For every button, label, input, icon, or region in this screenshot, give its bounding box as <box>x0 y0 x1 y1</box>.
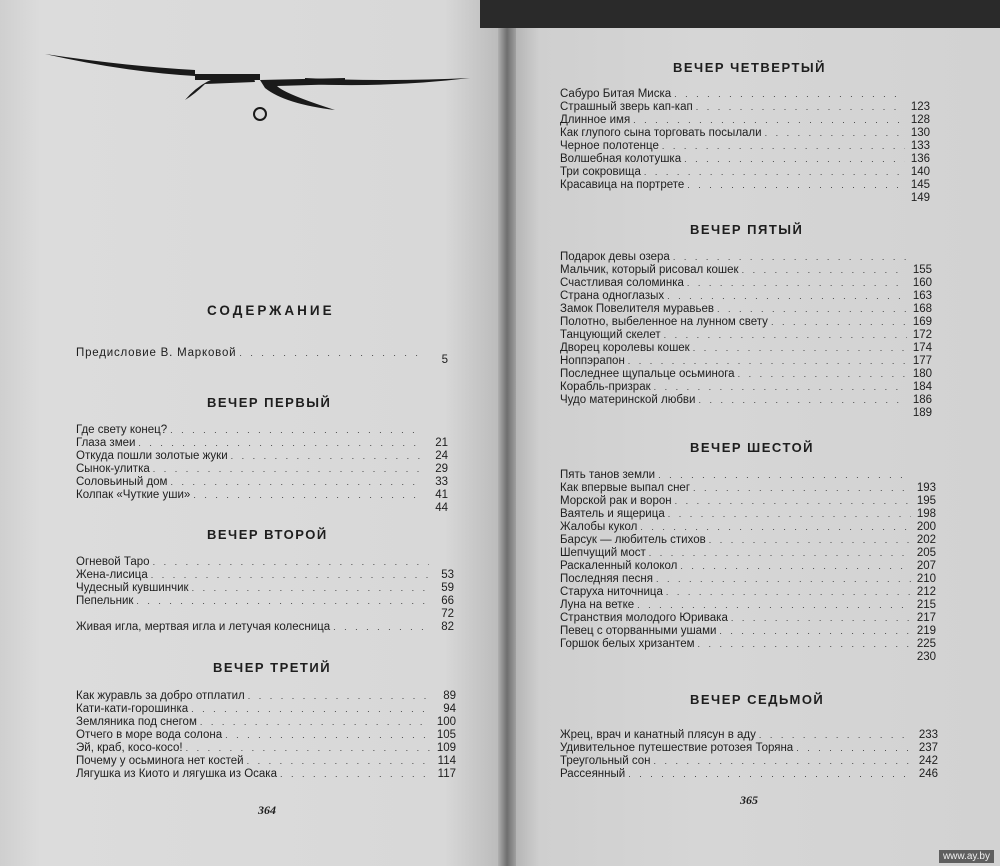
toc-entry-title: Где свету конец? <box>76 424 168 436</box>
toc-entry-title: Старуха ниточница <box>560 586 663 598</box>
toc-entry-title: Удивительное путешествие ротозея Торяна <box>560 742 794 754</box>
toc-entry-page: 207 <box>916 560 936 572</box>
toc-entry <box>560 179 930 192</box>
toc-entry <box>76 569 454 582</box>
dot-leader <box>136 595 429 608</box>
toc-entry-page: 233 <box>918 729 938 741</box>
toc-entry <box>560 342 932 355</box>
toc-entry <box>560 166 930 179</box>
toc-entry-title: Счастливая соломинка <box>560 277 684 289</box>
dot-leader <box>742 264 907 277</box>
toc-entry-page: 215 <box>916 599 936 611</box>
toc-entry <box>560 192 930 205</box>
toc-entry-page: 168 <box>912 303 932 315</box>
toc-entry <box>560 729 938 742</box>
dot-leader <box>667 290 907 303</box>
dot-leader <box>644 166 905 179</box>
toc-entry-page: 44 <box>435 502 448 514</box>
toc-entry-page: 202 <box>916 534 936 546</box>
toc-entry-page: 237 <box>918 742 938 754</box>
toc-entry-page: 149 <box>910 192 930 204</box>
section-heading-4: ВЕЧЕР ЧЕТВЕРТЫЙ <box>673 60 826 75</box>
toc-entry <box>560 394 932 407</box>
toc-entry <box>560 560 936 573</box>
dot-leader <box>633 114 905 127</box>
dot-leader <box>153 556 429 569</box>
toc-entry-title: Черное полотенце <box>560 140 659 152</box>
toc-entry <box>560 264 932 277</box>
dot-leader <box>628 355 907 368</box>
dot-leader <box>231 450 423 463</box>
toc-entry <box>560 547 936 560</box>
toc-entry-page: 21 <box>435 437 448 449</box>
toc-list-4 <box>560 88 930 205</box>
toc-entry-title: Певец с оторванными ушами <box>560 625 717 637</box>
dot-leader <box>662 140 905 153</box>
dot-leader <box>656 573 911 586</box>
toc-entry <box>560 88 930 101</box>
toc-entry-title: Дворец королевы кошек <box>560 342 690 354</box>
dot-leader <box>170 424 423 437</box>
toc-entry <box>560 651 936 664</box>
dot-leader <box>674 88 905 101</box>
toc-entry <box>560 381 932 394</box>
toc-entry-title: Подарок девы озера <box>560 251 670 263</box>
toc-entry-page: 174 <box>912 342 932 354</box>
toc-entry-page: 230 <box>916 651 936 663</box>
toc-entry <box>560 612 936 625</box>
toc-entry <box>560 469 936 482</box>
toc-entry-page: 72 <box>441 608 454 620</box>
dot-leader <box>796 742 913 755</box>
section-heading-2: ВЕЧЕР ВТОРОЙ <box>207 527 328 542</box>
toc-entry <box>560 742 938 755</box>
dot-leader <box>193 489 423 502</box>
toc-entry <box>76 768 456 781</box>
toc-entry <box>560 586 936 599</box>
toc-entry-page: 117 <box>437 768 456 780</box>
toc-entry-title: Шепчущий мост <box>560 547 646 559</box>
toc-entry-title: Странствия молодого Юривака <box>560 612 728 624</box>
toc-entry-page: 140 <box>910 166 930 178</box>
toc-entry-title: Живая игла, мертвая игла и летучая колесница <box>76 621 331 633</box>
toc-entry <box>560 153 930 166</box>
toc-entry-title: Жена-лисица <box>76 569 148 581</box>
toc-list-7 <box>560 729 938 781</box>
toc-entry <box>560 114 930 127</box>
toc-entry-page: 100 <box>436 716 456 728</box>
toc-entry-title: Отчего в море вода солона <box>76 729 223 741</box>
toc-entry-page: 136 <box>910 153 930 165</box>
toc-entry <box>76 703 456 716</box>
toc-entry <box>76 450 448 463</box>
dot-leader <box>738 368 907 381</box>
toc-entry-page: 198 <box>916 508 936 520</box>
toc-entry-page: 130 <box>910 127 930 139</box>
toc-entry <box>76 502 448 515</box>
dot-leader <box>151 569 429 582</box>
toc-entry-title: Чудесный кувшинчик <box>76 582 189 594</box>
toc-entry-page: 180 <box>912 368 932 380</box>
toc-entry-title: Глаза змеи <box>76 437 136 449</box>
dot-leader <box>138 437 423 450</box>
toc-entry <box>560 127 930 140</box>
toc-entry-title: Как впервые выпал снег <box>560 482 691 494</box>
toc-entry-title: Ваятель и ящерица <box>560 508 665 520</box>
toc-entry-title: Красавица на портрете <box>560 179 685 191</box>
dot-leader <box>248 690 431 703</box>
toc-entry <box>560 316 932 329</box>
toc-entry <box>560 251 932 264</box>
dot-leader <box>731 612 911 625</box>
toc-entry-title: Корабль-призрак <box>560 381 651 393</box>
toc-entry-page: 109 <box>436 742 456 754</box>
background-strip <box>480 0 1000 28</box>
toc-list-2 <box>76 556 454 634</box>
section-heading-1: ВЕЧЕР ПЕРВЫЙ <box>207 395 332 410</box>
toc-entry <box>560 508 936 521</box>
toc-list-6 <box>560 469 936 664</box>
toc-entry-page: 33 <box>435 476 448 488</box>
toc-entry-page: 160 <box>912 277 932 289</box>
dot-leader <box>333 621 429 634</box>
dot-leader <box>649 547 911 560</box>
toc-entry-title: Мальчик, который рисовал кошек <box>560 264 739 276</box>
toc-entry-title: Колпак «Чуткие уши» <box>76 489 191 501</box>
toc-entry-title: Откуда пошли золотые жуки <box>76 450 228 462</box>
toc-entry <box>560 482 936 495</box>
toc-entry-page: 53 <box>441 569 454 581</box>
dot-leader <box>191 703 431 716</box>
toc-heading: СОДЕРЖАНИЕ <box>207 303 335 318</box>
toc-entry-title: Лягушка из Киото и лягушка из Осака <box>76 768 277 780</box>
toc-entry <box>560 534 936 547</box>
toc-list-5 <box>560 251 932 420</box>
dot-leader <box>673 251 907 264</box>
toc-entry-page: 114 <box>437 755 456 767</box>
dot-leader <box>628 768 913 781</box>
toc-entry-title: Луна на ветке <box>560 599 635 611</box>
dot-leader <box>693 342 907 355</box>
toc-entry-page: 128 <box>910 114 930 126</box>
toc-entry-title: Почему у осьминога нет костей <box>76 755 244 767</box>
toc-entry <box>76 742 456 755</box>
toc-entry-title: Горшок белых хризантем <box>560 638 695 650</box>
toc-entry-title: Огневой Таро <box>76 556 150 568</box>
toc-entry-title: Три сокровища <box>560 166 641 178</box>
dot-leader <box>680 560 911 573</box>
right-page <box>505 0 1000 866</box>
toc-entry <box>560 140 930 153</box>
dot-leader <box>698 394 907 407</box>
toc-entry-page: 123 <box>910 101 930 113</box>
toc-entry <box>560 495 936 508</box>
toc-entry <box>76 755 456 768</box>
toc-entry-title: Замок Повелителя муравьев <box>560 303 714 315</box>
toc-entry-title: Последняя песня <box>560 573 653 585</box>
toc-entry-title: Страшный зверь кап-кап <box>560 101 693 113</box>
dot-leader <box>719 625 911 638</box>
toc-entry <box>76 424 448 437</box>
dot-leader <box>759 729 913 742</box>
dot-leader <box>225 729 431 742</box>
section-heading-6: ВЕЧЕР ШЕСТОЙ <box>690 440 815 455</box>
dot-leader <box>698 638 911 651</box>
toc-entry-page: 41 <box>435 489 448 501</box>
dot-leader <box>637 599 911 612</box>
dot-leader <box>153 463 423 476</box>
dot-leader <box>170 476 423 489</box>
toc-entry-title: Раскаленный колокол <box>560 560 678 572</box>
toc-entry-page: 225 <box>916 638 936 650</box>
toc-entry <box>560 768 938 781</box>
toc-entry <box>560 277 932 290</box>
dot-leader <box>658 469 911 482</box>
toc-entry-title: Последнее щупальце осьминога <box>560 368 735 380</box>
dot-leader <box>664 329 907 342</box>
toc-entry-title: Рассеянный <box>560 768 626 780</box>
toc-entry <box>560 407 932 420</box>
toc-entry-page: 169 <box>912 316 932 328</box>
toc-entry-page: 59 <box>441 582 454 594</box>
toc-entry-page: 195 <box>916 495 936 507</box>
toc-entry-title: Кати-кати-горошинка <box>76 703 189 715</box>
toc-entry <box>76 556 454 569</box>
section-heading-5: ВЕЧЕР ПЯТЫЙ <box>690 222 804 237</box>
toc-entry <box>560 521 936 534</box>
toc-entry-title: Морской рак и ворон <box>560 495 672 507</box>
toc-entry-page: 82 <box>441 621 454 633</box>
toc-entry-title: Полотно, выбеленное на лунном свету <box>560 316 768 328</box>
toc-entry-page: 246 <box>918 768 938 780</box>
dot-leader <box>696 101 905 114</box>
toc-entry-page: 145 <box>910 179 930 191</box>
toc-entry-page: 89 <box>443 690 456 702</box>
section-heading-7: ВЕЧЕР СЕДЬМОЙ <box>690 692 825 707</box>
dot-leader <box>717 303 907 316</box>
toc-entry <box>76 716 456 729</box>
toc-entry <box>560 625 936 638</box>
toc-entry <box>560 290 932 303</box>
toc-entry-title: Сынок-улитка <box>76 463 150 475</box>
toc-entry <box>76 489 448 502</box>
dot-leader <box>687 277 907 290</box>
toc-list-1 <box>76 424 448 515</box>
dot-leader <box>640 521 911 534</box>
toc-entry-page: 105 <box>436 729 456 741</box>
toc-entry-page: 186 <box>912 394 932 406</box>
toc-entry-page: 172 <box>912 329 932 341</box>
toc-entry-title: Длинное имя <box>560 114 631 126</box>
dot-leader <box>675 495 911 508</box>
dot-leader <box>200 716 431 729</box>
toc-entry <box>560 101 930 114</box>
toc-entry <box>76 582 454 595</box>
watermark: www.ay.by <box>939 850 994 863</box>
toc-entry <box>76 437 448 450</box>
toc-entry <box>560 638 936 651</box>
toc-entry-page: 217 <box>916 612 936 624</box>
toc-entry-title: Жрец, врач и канатный плясун в аду <box>560 729 756 741</box>
toc-entry-title: Треугольный сон <box>560 755 651 767</box>
toc-entry <box>76 608 454 621</box>
toc-entry-page: 24 <box>435 450 448 462</box>
dot-leader <box>709 534 911 547</box>
toc-entry-title: Сабуро Битая Миска <box>560 88 672 100</box>
dot-leader <box>693 482 911 495</box>
toc-entry <box>76 595 454 608</box>
toc-entry-title: Чудо материнской любви <box>560 394 696 406</box>
toc-entry-page: 189 <box>912 407 932 419</box>
toc-entry-page: 219 <box>916 625 936 637</box>
folio-right: 365 <box>740 793 758 807</box>
toc-entry <box>560 368 932 381</box>
dot-leader <box>186 742 431 755</box>
dot-leader <box>684 153 905 166</box>
dot-leader <box>247 755 431 768</box>
toc-entry-page: 94 <box>443 703 456 715</box>
toc-entry-page: 133 <box>910 140 930 152</box>
toc-entry-page: 205 <box>916 547 936 559</box>
toc-entry <box>76 463 448 476</box>
toc-entry-page: 66 <box>441 595 454 607</box>
dot-leader <box>668 508 911 521</box>
toc-entry-page: 210 <box>916 573 936 585</box>
toc-entry <box>76 690 456 703</box>
toc-entry-page: 177 <box>912 355 932 367</box>
toc-entry <box>560 573 936 586</box>
toc-list-3 <box>76 690 456 781</box>
dot-leader <box>666 586 911 599</box>
toc-entry <box>76 476 448 489</box>
book-spine <box>498 0 516 866</box>
toc-entry-title: Барсук — любитель стихов <box>560 534 706 546</box>
dot-leader <box>653 755 913 768</box>
section-heading-3: ВЕЧЕР ТРЕТИЙ <box>213 660 332 675</box>
dot-leader <box>192 582 429 595</box>
toc-entry: Предисловие В. Марковой . . . 5 <box>76 346 448 360</box>
toc-entry-title: Земляника под снегом <box>76 716 197 728</box>
toc-entry-page: 155 <box>912 264 932 276</box>
toc-entry-title: Пять танов земли <box>560 469 656 481</box>
toc-entry <box>560 755 938 768</box>
dot-leader <box>280 768 431 781</box>
toc-entry-page: 212 <box>916 586 936 598</box>
toc-entry-title: Страна одноглазых <box>560 290 665 302</box>
preface-list <box>76 346 448 366</box>
toc-entry-page: 242 <box>918 755 938 767</box>
toc-entry-page: 29 <box>435 463 448 475</box>
toc-entry-page: 184 <box>912 381 932 393</box>
toc-entry-title: Пепельник <box>76 595 134 607</box>
toc-entry <box>560 599 936 612</box>
toc-entry-title: Эй, краб, косо-косо! <box>76 742 183 754</box>
toc-entry-page: 163 <box>912 290 932 302</box>
dot-leader <box>654 381 907 394</box>
toc-entry-title: Как глупого сына торговать посылали <box>560 127 762 139</box>
toc-entry <box>560 303 932 316</box>
toc-entry-title: Волшебная колотушка <box>560 153 682 165</box>
toc-entry <box>560 355 932 368</box>
toc-entry <box>76 729 456 742</box>
dot-leader <box>687 179 905 192</box>
toc-entry <box>76 621 454 634</box>
dot-leader <box>771 316 907 329</box>
toc-entry-title: Жалобы кукол <box>560 521 638 533</box>
toc-entry-title: Ноппэрапон <box>560 355 625 367</box>
toc-entry-title: Как журавль за добро отплатил <box>76 690 245 702</box>
toc-entry-page: 200 <box>916 521 936 533</box>
toc-entry-title: Соловьиный дом <box>76 476 168 488</box>
dot-leader <box>765 127 905 140</box>
ornament-logo <box>45 48 470 128</box>
toc-entry-page: 193 <box>916 482 936 494</box>
folio-left: 364 <box>258 803 276 817</box>
toc-entry <box>560 329 932 342</box>
toc-entry-title: Танцующий скелет <box>560 329 661 341</box>
